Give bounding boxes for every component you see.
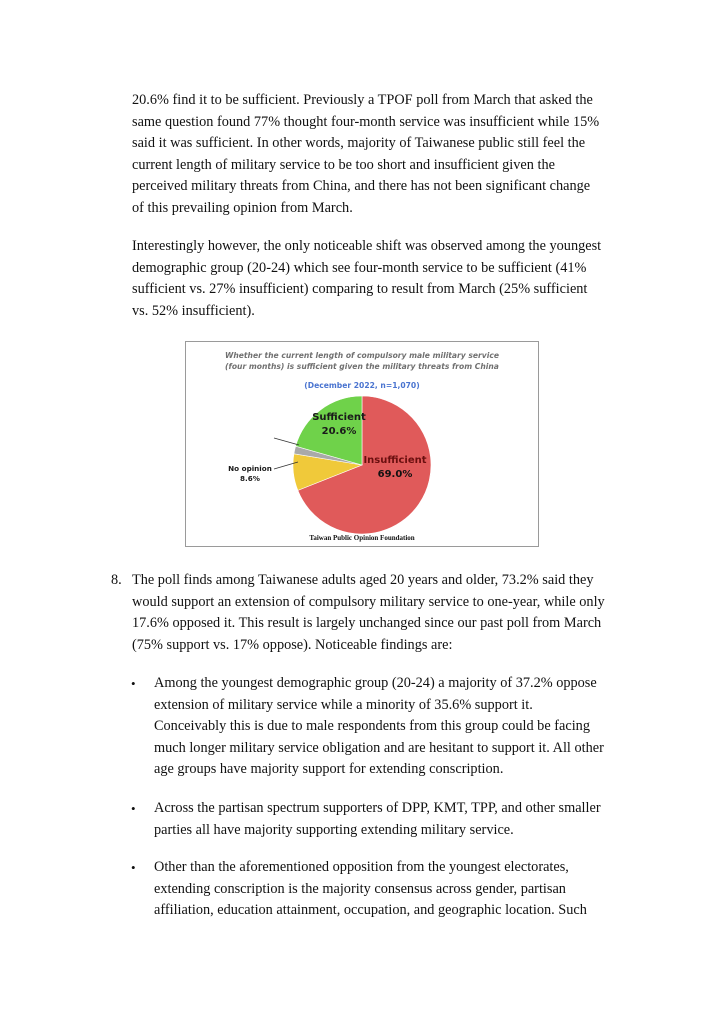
paragraph-youngest-group-shift bbox=[132, 236, 618, 322]
text-line: sufficient vs. 27% insufficient) comparing to result from March (25% sufficient bbox=[132, 281, 588, 297]
list-number: 8. bbox=[111, 572, 122, 588]
text-line: 17.6% opposed it. This result is largely unchanged since our past poll from March bbox=[132, 615, 602, 631]
text-line: Interestingly however, the only noticeable shift was observed among the youngest bbox=[132, 238, 602, 254]
pie-chart-figure bbox=[185, 341, 539, 547]
slice-value-no-opinion: 8.6% bbox=[240, 474, 260, 483]
chart-title-line: Whether the current length of compulsory male military service bbox=[224, 351, 500, 360]
text-line: of this prevailing opinion from March. bbox=[132, 199, 353, 216]
text-line: The poll finds among Taiwanese adults aged 20 years and older, 73.2% said they bbox=[132, 572, 594, 588]
paragraph-sufficiency-comparison bbox=[132, 90, 618, 219]
text-line: demographic group (20-24) which see four-month service to be sufficient (41% bbox=[132, 259, 587, 276]
slice-label-sufficient: Sufficient bbox=[312, 412, 366, 423]
pie-chart bbox=[186, 342, 538, 546]
chart-subtitle: (December 2022, n=1,070) bbox=[304, 381, 420, 390]
text-line: (75% support vs. 17% oppose). Noticeable findings are: bbox=[132, 636, 453, 653]
paragraph-item-8 bbox=[132, 570, 618, 656]
bullet-item-youngest-oppose bbox=[154, 673, 624, 781]
text-line: said it was sufficient. In other words, majority of Taiwanese public still feel the bbox=[132, 135, 586, 151]
bullet-marker: • bbox=[131, 676, 136, 691]
chart-source: Taiwan Public Opinion Foundation bbox=[309, 534, 415, 542]
text-line: 20.6% find it to be sufficient. Previously a TPOF poll from March that asked the bbox=[132, 92, 593, 108]
text-line: extending conscription is the majority consensus across gender, partisan bbox=[154, 880, 566, 897]
chart-title-line: (four months) is sufficient given the military threats from China bbox=[225, 361, 499, 371]
bullet-item-partisan bbox=[154, 798, 624, 841]
text-line: vs. 52% insufficient). bbox=[132, 302, 255, 319]
text-line: parties all have majority supporting extending military service. bbox=[154, 821, 514, 838]
text-line: Conceivably this is due to male respondents from this group could be facing bbox=[154, 718, 590, 734]
bullet-item-consensus bbox=[154, 857, 624, 922]
bullet-marker: • bbox=[131, 801, 136, 816]
text-line: age groups have majority support for extending conscription. bbox=[154, 761, 504, 777]
callout-line-dont-know bbox=[274, 438, 299, 445]
text-line: perceived military threats from China, and there has not been significant change bbox=[132, 178, 591, 194]
text-line: much longer military service obligation and are hesitant to support it. All other bbox=[154, 739, 604, 756]
text-line: Other than the aforementioned opposition from the youngest electorates, bbox=[154, 859, 569, 875]
bullet-marker: • bbox=[131, 860, 136, 875]
slice-label-insufficient: Insufficient bbox=[363, 455, 427, 466]
slice-label-no-opinion: No opinion bbox=[228, 464, 272, 473]
text-line: affiliation, education attainment, occupation, and geographic location. Such bbox=[154, 902, 587, 918]
text-line: extension of military service while a minority of 35.6% support it. bbox=[154, 696, 533, 713]
text-line: Among the youngest demographic group (20-24) a majority of 37.2% oppose bbox=[154, 675, 597, 691]
text-line: same question found 77% thought four-month service was insufficient while 15% bbox=[132, 113, 600, 130]
text-line: Across the partisan spectrum supporters of DPP, KMT, TPP, and other smaller bbox=[154, 800, 601, 816]
slice-value-insufficient: 69.0% bbox=[377, 469, 413, 480]
slice-value-sufficient: 20.6% bbox=[321, 426, 357, 437]
text-line: would support an extension of compulsory military service to one-year, while only bbox=[132, 593, 605, 610]
text-line: current length of military service to be too short and insufficient given the bbox=[132, 156, 555, 173]
